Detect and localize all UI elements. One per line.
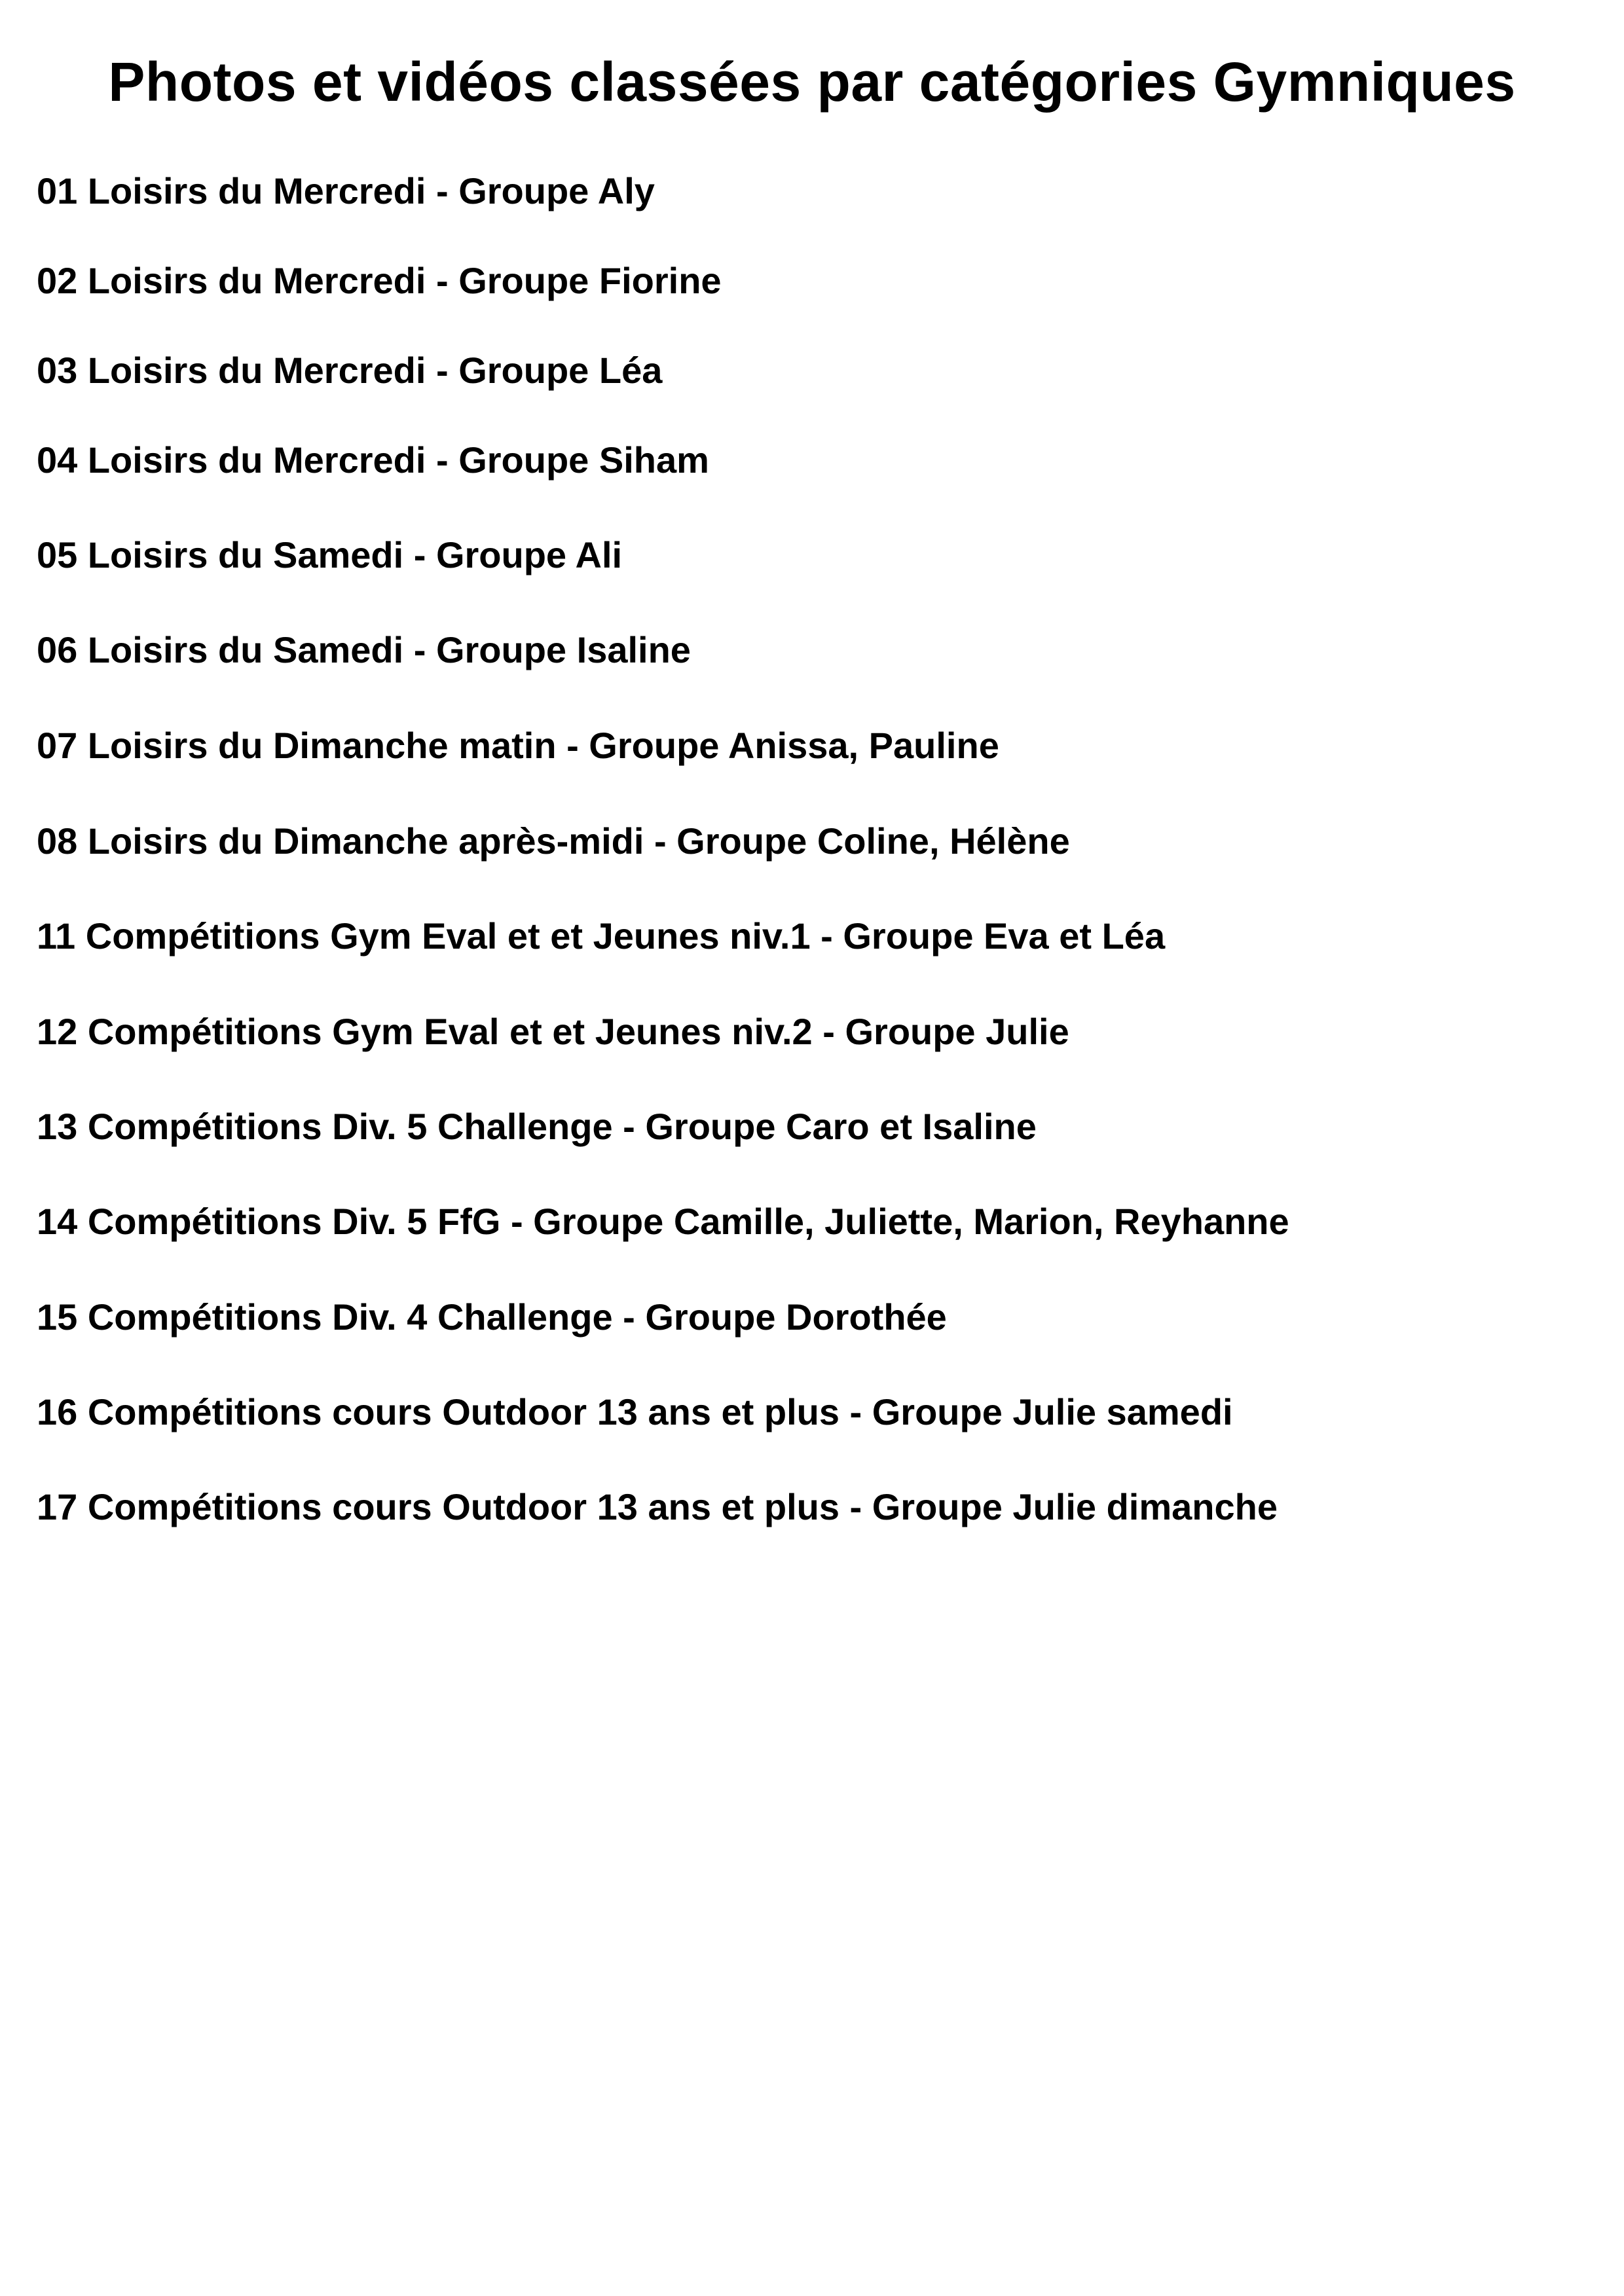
list-item: 01 Loisirs du Mercredi - Groupe Aly: [37, 170, 655, 211]
list-item: 02 Loisirs du Mercredi - Groupe Fiorine: [37, 260, 722, 301]
list-item: 04 Loisirs du Mercredi - Groupe Siham: [37, 439, 709, 481]
list-item: 11 Compétitions Gym Eval et et Jeunes niv.1 - Groupe Eva et Léa: [37, 915, 1166, 957]
page-title: Photos et vidéos classées par catégories Gymniques: [108, 51, 1516, 113]
list-item: 07 Loisirs du Dimanche matin - Groupe Anissa, Pauline: [37, 725, 999, 766]
list-item: 03 Loisirs du Mercredi - Groupe Léa: [37, 350, 663, 391]
list-item: 14 Compétitions Div. 5 FfG - Groupe Camille, Juliette, Marion, Reyhanne: [37, 1201, 1289, 1242]
list-item: 05 Loisirs du Samedi - Groupe Ali: [37, 534, 623, 575]
list-item: 08 Loisirs du Dimanche après-midi - Groupe Coline, Hélène: [37, 820, 1070, 862]
list-item: 12 Compétitions Gym Eval et et Jeunes niv.2 - Groupe Julie: [37, 1011, 1069, 1052]
list-item: 16 Compétitions cours Outdoor 13 ans et plus - Groupe Julie samedi: [37, 1391, 1233, 1432]
list-item: 13 Compétitions Div. 5 Challenge - Groupe Caro et Isaline: [37, 1106, 1037, 1147]
list-item: 15 Compétitions Div. 4 Challenge - Groupe Dorothée: [37, 1296, 947, 1338]
list-item: 17 Compétitions cours Outdoor 13 ans et plus - Groupe Julie dimanche: [37, 1486, 1278, 1527]
list-item: 06 Loisirs du Samedi - Groupe Isaline: [37, 629, 691, 670]
